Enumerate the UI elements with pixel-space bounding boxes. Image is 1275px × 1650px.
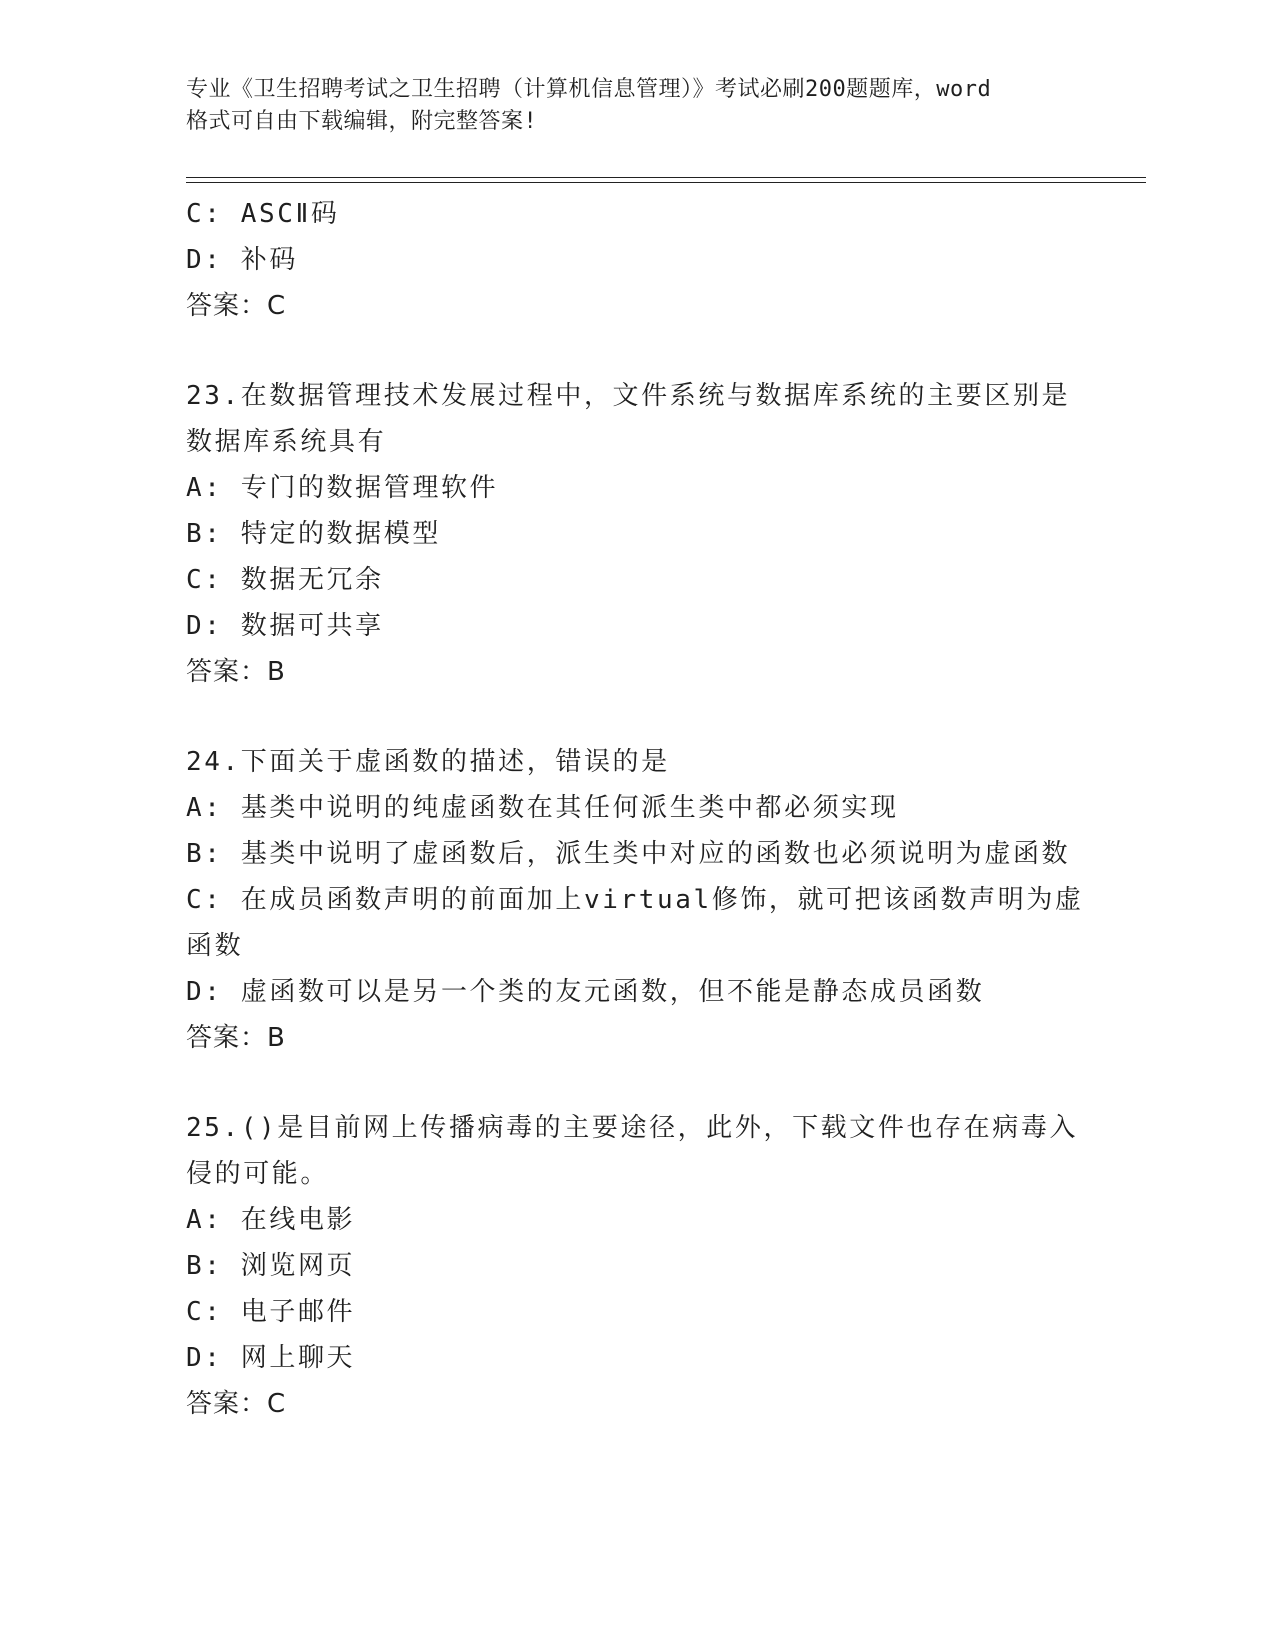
header-title-line-2: 格式可自由下载编辑，附完整答案!: [186, 109, 538, 134]
option-a: A: 专门的数据管理软件: [186, 473, 499, 503]
document-header: [186, 74, 1086, 138]
question-stem-line: 23.在数据管理技术发展过程中，文件系统与数据库系统的主要区别是: [186, 381, 1071, 411]
answer-line: 答案：C: [186, 291, 287, 321]
option-a: A: 在线电影: [186, 1205, 356, 1235]
option-c-continuation: 函数: [186, 931, 244, 961]
option-b: B: 特定的数据模型: [186, 519, 441, 549]
question-22-continuation: [186, 191, 1086, 329]
option-c: C: 数据无冗余: [186, 565, 384, 595]
option-b: B: 浏览网页: [186, 1251, 356, 1281]
question-stem-line: 25.()是目前网上传播病毒的主要途径，此外，下载文件也存在病毒入: [186, 1113, 1079, 1143]
header-divider-top: [186, 177, 1146, 178]
option-b: B: 基类中说明了虚函数后，派生类中对应的函数也必须说明为虚函数: [186, 839, 1071, 869]
question-stem-line: 24.下面关于虚函数的描述，错误的是: [186, 747, 670, 777]
option-c: C: 在成员函数声明的前面加上virtual修饰，就可把该函数声明为虚: [186, 885, 1084, 915]
question-24: [186, 739, 1086, 1061]
question-23: [186, 373, 1086, 695]
question-gap: [186, 1061, 1086, 1105]
option-d: D: 虚函数可以是另一个类的友元函数，但不能是静态成员函数: [186, 977, 985, 1007]
question-stem-line: 数据库系统具有: [186, 427, 387, 457]
option-d: D: 网上聊天: [186, 1343, 356, 1373]
answer-line: 答案：B: [186, 657, 286, 687]
document-body: [186, 191, 1086, 1427]
option-d: D: 补码: [186, 245, 298, 275]
question-25: [186, 1105, 1086, 1427]
question-gap: [186, 329, 1086, 373]
header-title-line-1: 专业《卫生招聘考试之卫生招聘（计算机信息管理）》考试必刷200题题库，word: [186, 77, 992, 102]
option-c: C: 电子邮件: [186, 1297, 356, 1327]
question-stem-line: 侵的可能。: [186, 1159, 330, 1189]
header-divider-bottom: [186, 182, 1146, 183]
option-c: C: ASCⅡ码: [186, 199, 340, 229]
option-a: A: 基类中说明的纯虚函数在其任何派生类中都必须实现: [186, 793, 899, 823]
option-d: D: 数据可共享: [186, 611, 384, 641]
question-gap: [186, 695, 1086, 739]
answer-line: 答案：B: [186, 1023, 286, 1053]
answer-line: 答案：C: [186, 1389, 287, 1419]
